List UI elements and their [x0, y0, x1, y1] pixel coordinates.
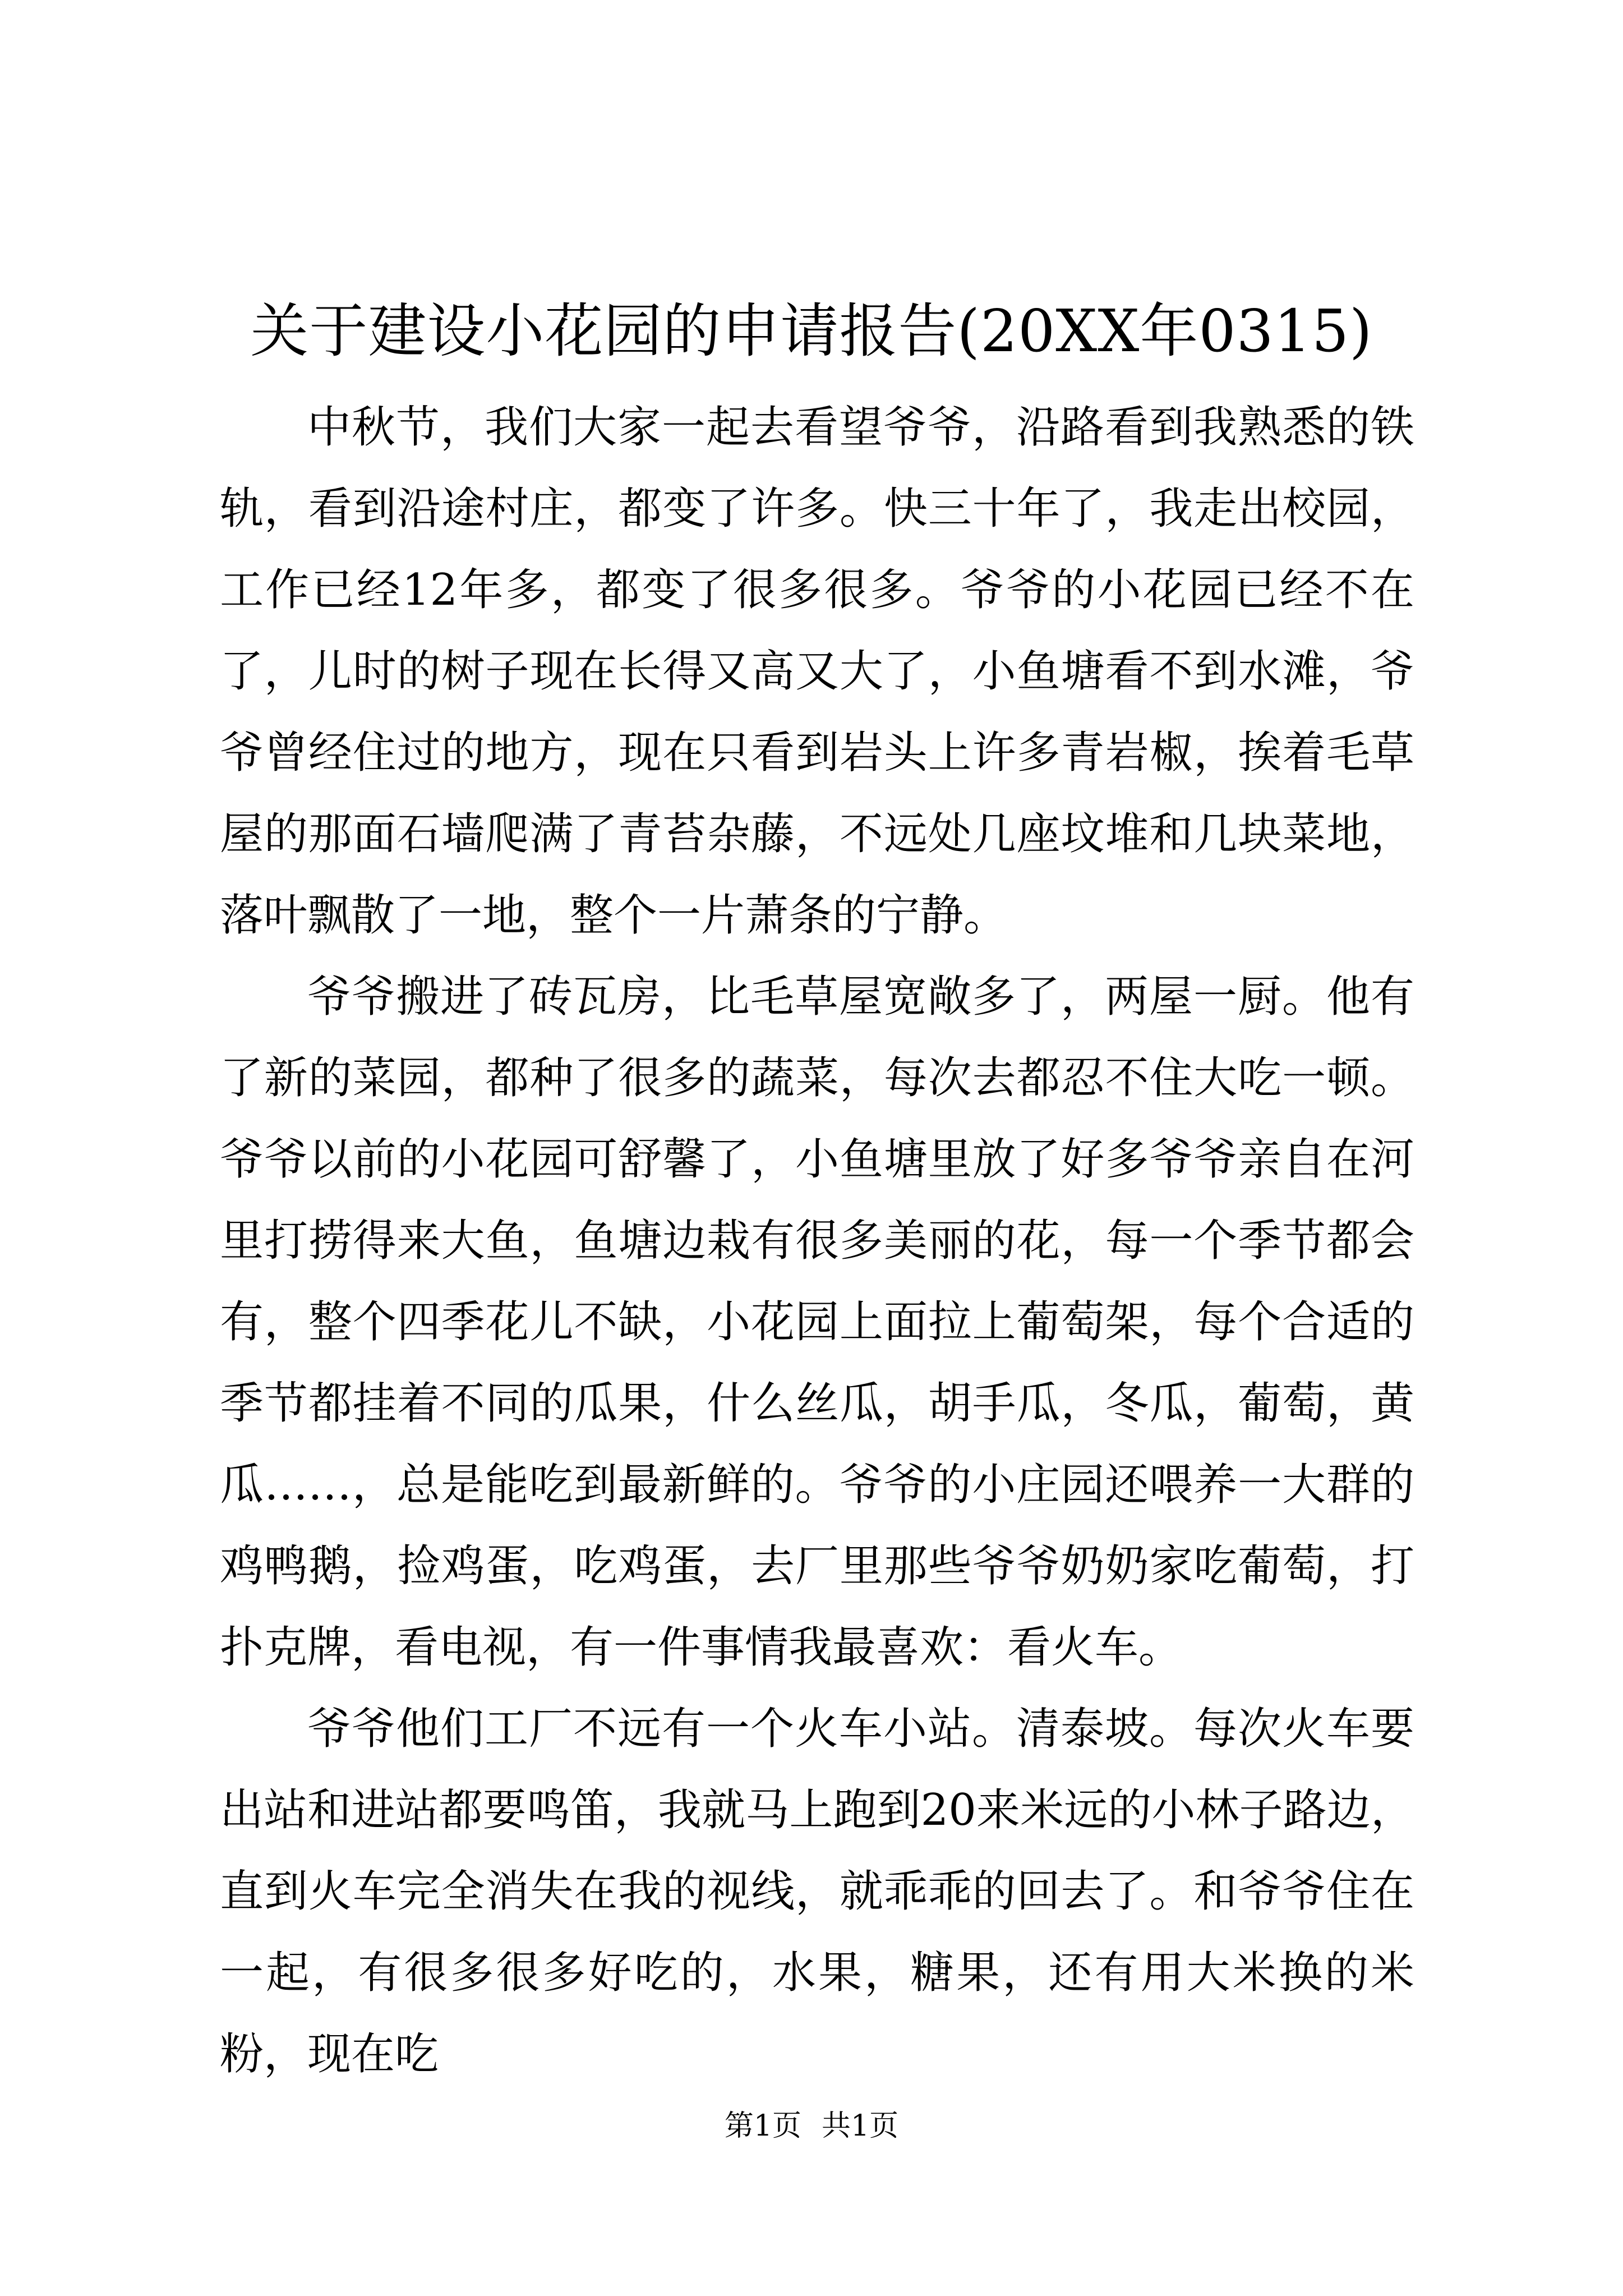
- page-total: 共1页: [822, 2109, 899, 2143]
- document-title: 关于建设小花园的申请报告(20XX年0315): [250, 297, 1373, 365]
- page-footer: [0, 2106, 1623, 2146]
- page-number: 第1页: [724, 2109, 801, 2143]
- paragraph: 中秋节，我们大家一起去看望爷爷，沿路看到我熟悉的铁轨，看到沿途村庄，都变了许多。快三十年了，我走出校园，工作已经12年多，都变了很多很多。爷爷的小花园已经不在了，儿时的树子现在长得又高又大了，小鱼塘看不到水滩，爷爷曾经住过的地方，现在只看到岩头上许多青岩椒，挨着毛草屋的那面石墙爬满了青苔杂藤，不远处几座坟堆和几块菜地，落叶飘散了一地，整个一片萧条的宁静。: [220, 402, 1414, 941]
- paragraph: 爷爷搬进了砖瓦房，比毛草屋宽敞多了，两屋一厨。他有了新的菜园，都种了很多的蔬菜，每次去都忍不住大吃一顿。爷爷以前的小花园可舒馨了，小鱼塘里放了好多爷爷亲自在河里打捞得来大鱼，鱼塘边栽有很多美丽的花，每一个季节都会有，整个四季花儿不缺，小花园上面拉上葡萄架，每个合适的季节都挂着不同的瓜果，什么丝瓜，胡手瓜，冬瓜，葡萄，黄瓜……，总是能吃到最新鲜的。爷爷的小庄园还喂养一大群的鸡鸭鹅，捡鸡蛋，吃鸡蛋，去厂里那些爷爷奶奶家吃葡萄，打扑克牌，看电视，有一件事情我最喜欢：看火车。: [220, 972, 1414, 1673]
- paragraph: 爷爷他们工厂不远有一个火车小站。清泰坡。每次火车要出站和进站都要鸣笛，我就马上跑到20来米远的小林子路边，直到火车完全消失在我的视线，就乖乖的回去了。和爷爷住在一起，有很多很多好吃的，水果，糖果，还有用大米换的米粉，现在吃: [220, 1704, 1414, 2079]
- document-body: [220, 387, 1414, 2095]
